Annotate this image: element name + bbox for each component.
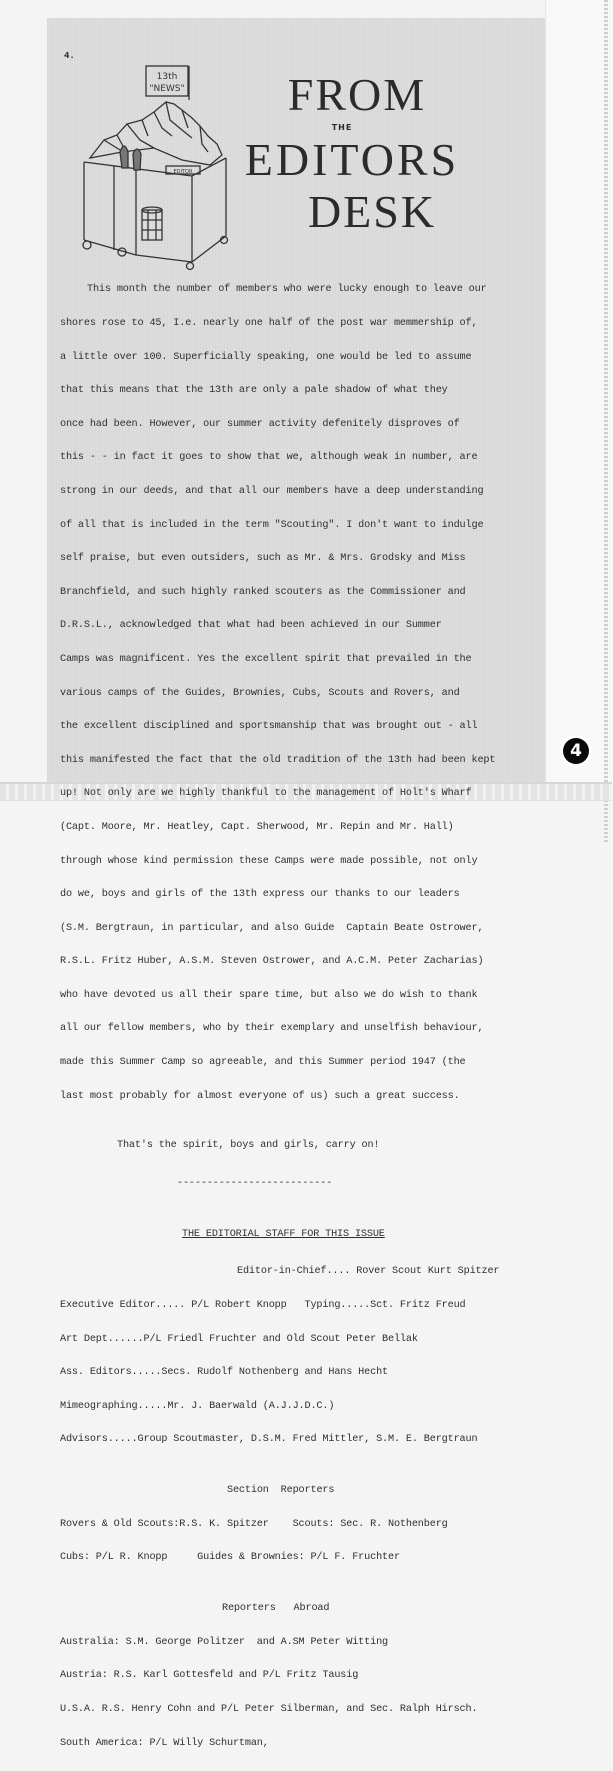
paragraph-line: a little over 100. Superficially speaking, one would be led to assume bbox=[60, 351, 472, 363]
paragraph-line: all our fellow members, who by their exemplary and unselfish behaviour, bbox=[60, 1023, 484, 1035]
paragraph-line: the excellent disciplined and sportsmanship that was brought out - all bbox=[60, 721, 478, 733]
paragraph-line: this - - in fact it goes to show that we, although weak in number, are bbox=[60, 452, 478, 464]
paragraph-line: self praise, but even outsiders, such as Mr. & Mrs. Grodsky and Miss bbox=[60, 553, 466, 565]
staff-line: Executive Editor..... P/L Robert Knopp Typing.....Sct. Fritz Freud bbox=[60, 1300, 466, 1312]
paragraph-line: Branchfield, and such highly ranked scouters as the Commissioner and bbox=[60, 586, 466, 598]
paragraph-line: last most probably for almost everyone of us) such a great success. bbox=[60, 1090, 460, 1102]
page-number-top: 4. bbox=[64, 51, 75, 61]
abroad-reporter-line: U.S.A. R.S. Henry Cohn and P/L Peter Silberman, and Sec. Ralph Hirsch. bbox=[60, 1703, 478, 1715]
paragraph-line: who have devoted us all their spare time, but also we do wish to thank bbox=[60, 989, 478, 1001]
paragraph-line: (S.M. Bergtraun, in particular, and also Guide Captain Beate Ostrower, bbox=[60, 922, 484, 934]
abroad-reporter-line: Australia: S.M. George Politzer and A.SM Peter Witting bbox=[60, 1636, 388, 1648]
paragraph-line: various camps of the Guides, Brownies, Cubs, Scouts and Rovers, and bbox=[60, 687, 460, 699]
sign-line-2: "NEWS" bbox=[149, 84, 185, 94]
paragraph-line: strong in our deeds, and that all our members have a deep understanding bbox=[60, 485, 484, 497]
editors-desk-illustration bbox=[62, 40, 242, 270]
paragraph-line: made this Summer Camp so agreeable, and this Summer period 1947 (the bbox=[60, 1057, 466, 1069]
paragraph-line: shores rose to 45, I.e. nearly one half of the post war memmership of, bbox=[60, 318, 478, 329]
paragraph-line: once had been. However, our summer activity defenitely disproves of bbox=[60, 418, 460, 430]
sleeve-binding-edge bbox=[604, 0, 608, 842]
title-from: FROM bbox=[287, 69, 427, 120]
paper-pile bbox=[90, 102, 222, 165]
paragraph-line: R.S.L. Fritz Huber, A.S.M. Steven Ostrower, and A.C.M. Peter Zacharias) bbox=[60, 956, 484, 968]
section-reporter-line: Rovers & Old Scouts:R.S. K. Spitzer Scouts: Sec. R. Nothenberg bbox=[60, 1518, 448, 1530]
paragraph-line: (Capt. Moore, Mr. Heatley, Capt. Sherwood, Mr. Repin and Mr. Hall) bbox=[60, 821, 454, 833]
sign-line-1: 13th bbox=[156, 72, 178, 82]
staff-line: Advisors.....Group Scoutmaster, D.S.M. Fred Mittler, S.M. E. Bergtraun bbox=[60, 1434, 478, 1446]
sleeve-right-margin bbox=[545, 0, 613, 790]
paragraph-line: D.R.S.L., acknowledged that what had been achieved in our Summer bbox=[60, 620, 442, 632]
page-number-badge: 4 bbox=[563, 738, 589, 764]
desk-plate-label: EDITOR bbox=[173, 169, 193, 175]
paragraph-line: through whose kind permission these Camps were made possible, not only bbox=[60, 855, 478, 867]
section-reporter-line: Cubs: P/L R. Knopp Guides & Brownies: P/L F. Fruchter bbox=[60, 1552, 400, 1564]
paragraph-line: This month the number of members who were lucky enough to leave our bbox=[87, 284, 487, 296]
desk-top bbox=[84, 158, 226, 176]
paragraph-line: of all that is included in the term "Scouting". I don't want to indulge bbox=[60, 519, 484, 531]
title-desk: DESK bbox=[307, 186, 437, 237]
abroad-reporter-line: South America: P/L Willy Schurtman, bbox=[60, 1737, 269, 1749]
separator-dashes: -------------------------- bbox=[177, 1178, 333, 1190]
paragraph-line: do we, boys and girls of the 13th express our thanks to our leaders bbox=[60, 889, 460, 901]
document-page bbox=[47, 18, 545, 1749]
paragraph-line: Camps was magnificent. Yes the excellent spirit that prevailed in the bbox=[60, 653, 472, 665]
staff-heading: THE EDITORIAL STAFF FOR THIS ISSUE bbox=[182, 1228, 385, 1240]
paragraph-line: that this means that the 13th are only a pale shadow of what they bbox=[60, 385, 448, 397]
page-title bbox=[237, 70, 477, 238]
abroad-reporter-line: Austria: R.S. Karl Gottesfeld and P/L Fritz Tausig bbox=[60, 1670, 359, 1682]
title-editors: EDITORS bbox=[244, 134, 460, 185]
waste-basket bbox=[142, 210, 162, 240]
staff-line: Editor-in-Chief.... Rover Scout Kurt Spitzer bbox=[237, 1266, 500, 1278]
signoff-line: That's the spirit, boys and girls, carry on! bbox=[117, 1140, 380, 1152]
title-the: THE bbox=[331, 123, 353, 132]
staff-line: Mimeographing.....Mr. J. Baerwald (A.J.J.D.C.) bbox=[60, 1400, 335, 1412]
staff-line: Art Dept......P/L Friedl Fruchter and Old Scout Peter Bellak bbox=[60, 1333, 418, 1345]
staff-line: Ass. Editors.....Secs. Rudolf Nothenberg and Hans Hecht bbox=[60, 1367, 388, 1379]
article-body bbox=[47, 262, 545, 1771]
paragraph-line: up! Not only are we highly thankful to the management of Holt's Wharf bbox=[60, 788, 472, 800]
section-reporters-heading: Section Reporters bbox=[227, 1485, 335, 1497]
reporters-abroad-heading: Reporters Abroad bbox=[222, 1603, 330, 1615]
paragraph-line: this manifested the fact that the old tradition of the 13th had been kept bbox=[60, 754, 496, 766]
